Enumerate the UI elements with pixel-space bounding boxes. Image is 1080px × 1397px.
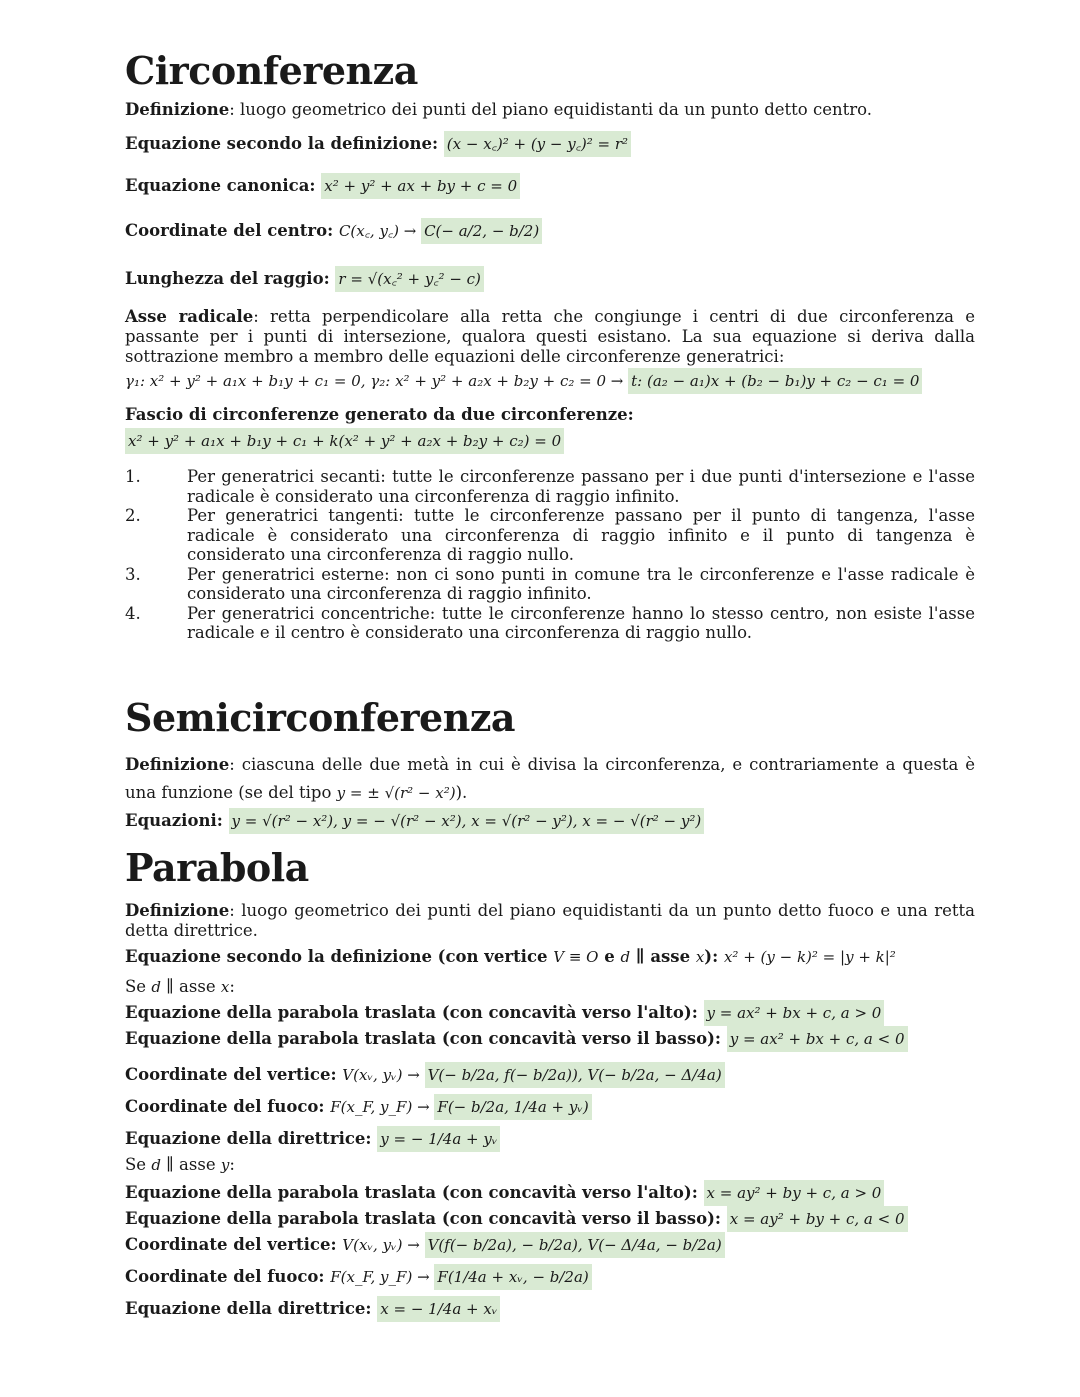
dir-formula: y = − 1/4a + yᵥ bbox=[377, 1126, 500, 1152]
vert-lhs: V(xᵥ, yᵥ) → bbox=[342, 1065, 425, 1084]
def-label: Definizione bbox=[125, 900, 230, 920]
cond-var: x bbox=[220, 977, 230, 996]
para-x-up bbox=[125, 1003, 975, 1023]
list-text: Per generatrici esterne: non ci sono punti in comune tra le circonferenze e l'asse radicale è considerato una circonferenza di raggio infinito. bbox=[187, 564, 975, 603]
para-definition bbox=[125, 901, 975, 941]
para-x-down bbox=[125, 1029, 975, 1049]
para-y-up bbox=[125, 1183, 975, 1203]
fuoco-lhs: F(x_F, y_F) → bbox=[330, 1267, 435, 1286]
circ-radical-axis-eq bbox=[125, 371, 975, 391]
cond-colon: : bbox=[229, 1154, 235, 1174]
section-circonferenza bbox=[125, 48, 975, 643]
title-parabola: Parabola bbox=[125, 844, 309, 890]
circ-definition bbox=[125, 100, 975, 120]
dir-label: Equazione della direttrice: bbox=[125, 1298, 378, 1318]
vert-label: Coordinate del vertice: bbox=[125, 1234, 343, 1254]
para-y-directrix bbox=[125, 1299, 975, 1319]
def-label: Definizione bbox=[125, 100, 230, 119]
up-formula: x = ay² + by + c, a > 0 bbox=[704, 1180, 885, 1206]
circ-eq-definition bbox=[125, 134, 975, 154]
list-text: Per generatrici secanti: tutte le circonferenze passano per i due punti d'intersezione e l'asse radicale è considerato una circonferenza di raggio infinito. bbox=[187, 467, 975, 506]
semi-equations bbox=[125, 811, 975, 831]
eqdef-asse: ∥ asse bbox=[630, 946, 696, 966]
fuoco-label: Coordinate del fuoco: bbox=[125, 1096, 331, 1116]
asse-lhs: γ₁: x² + y² + a₁x + b₁y + c₁ = 0, γ₂: x² + y² + a₂x + b₂y + c₂ = 0 → bbox=[125, 372, 629, 390]
cond-math: d bbox=[151, 977, 161, 996]
list-number: 4. bbox=[125, 603, 141, 623]
circ-pencil bbox=[125, 405, 975, 425]
fuoco-lhs: F(x_F, y_F) → bbox=[330, 1097, 435, 1116]
list-item bbox=[125, 467, 975, 506]
semi-definition bbox=[125, 751, 975, 807]
down-formula: y = ax² + bx + c, a < 0 bbox=[727, 1026, 908, 1052]
document-page bbox=[125, 48, 975, 1319]
list-item bbox=[125, 565, 975, 604]
para-x-vertex bbox=[125, 1065, 975, 1085]
down-formula: x = ay² + by + c, a < 0 bbox=[727, 1206, 908, 1232]
def-text: : luogo geometrico dei punti del piano equidistanti da un punto detto centro. bbox=[229, 100, 872, 119]
list-item bbox=[125, 604, 975, 643]
eqdef-formula: x² + (y − k)² = |y + k|² bbox=[723, 947, 896, 966]
eq-label: Equazioni: bbox=[125, 810, 229, 830]
list-item bbox=[125, 506, 975, 565]
fuoco-formula: F(− b/2a, 1/4a + yᵥ) bbox=[434, 1094, 591, 1120]
eqdef-e: e bbox=[598, 946, 621, 966]
def-label: Definizione bbox=[125, 754, 230, 774]
eq-formula: y = √(r² − x²), y = − √(r² − x²), x = √(r² − y²), x = − √(r² − y²) bbox=[229, 808, 705, 834]
raggio-label: Lunghezza del raggio: bbox=[125, 269, 336, 288]
section-semicirconferenza bbox=[125, 695, 975, 831]
eqdef-label: Equazione secondo la definizione (con vertice bbox=[125, 946, 554, 966]
eqdef-v: V ≡ O bbox=[553, 947, 599, 966]
eqdef-label: Equazione secondo la definizione: bbox=[125, 134, 444, 153]
para-y-vertex bbox=[125, 1235, 975, 1255]
eqdef-d: d bbox=[620, 947, 631, 966]
list-number: 1. bbox=[125, 467, 141, 486]
eqdef-formula: (x − x꜀)² + (y − y꜀)² = r² bbox=[444, 131, 631, 157]
cond-math: d bbox=[151, 1155, 161, 1174]
cond-pre: Se bbox=[125, 976, 152, 996]
para-x-condition bbox=[125, 977, 975, 997]
circ-cases-list bbox=[125, 467, 975, 643]
def-end: ). bbox=[455, 782, 468, 802]
para-x-focus bbox=[125, 1097, 975, 1117]
dir-label: Equazione della direttrice: bbox=[125, 1128, 378, 1148]
eqdef-end: ): bbox=[704, 946, 724, 966]
fascio-label: Fascio di circonferenze generato da due circonferenze: bbox=[125, 405, 634, 424]
def-text: : ciascuna delle due metà in cui è divisa la circonferenza, e contrariamente a questa è una funzione (se del tipo bbox=[125, 754, 975, 802]
eqcan-label: Equazione canonica: bbox=[125, 176, 322, 195]
eqdef-x: x bbox=[695, 947, 705, 966]
centro-lhs: C(x꜀, y꜀) → bbox=[338, 222, 422, 240]
down-label: Equazione della parabola traslata (con concavità verso il basso): bbox=[125, 1208, 727, 1228]
section-parabola bbox=[125, 845, 975, 1319]
title-circonferenza: Circonferenza bbox=[125, 48, 418, 93]
circ-radius bbox=[125, 269, 975, 289]
asse-formula: t: (a₂ − a₁)x + (b₂ − b₁)y + c₂ − c₁ = 0 bbox=[628, 368, 922, 394]
para-eq-definition bbox=[125, 947, 975, 967]
para-y-focus bbox=[125, 1267, 975, 1287]
fascio-formula: x² + y² + a₁x + b₁y + c₁ + k(x² + y² + a₂x + b₂y + c₂) = 0 bbox=[125, 428, 564, 454]
para-y-condition bbox=[125, 1155, 975, 1175]
vert-label: Coordinate del vertice: bbox=[125, 1064, 343, 1084]
up-label: Equazione della parabola traslata (con concavità verso l'alto): bbox=[125, 1182, 704, 1202]
list-text: Per generatrici concentriche: tutte le circonferenze hanno lo stesso centro, non esiste l'asse radicale e il centro è considerato una circonferenza di raggio nullo. bbox=[187, 603, 975, 642]
list-number: 3. bbox=[125, 564, 141, 584]
def-formula: y = ± √(r² − x²) bbox=[336, 783, 456, 802]
raggio-formula: r = √(x꜀² + y꜀² − c) bbox=[335, 266, 484, 292]
cond-colon: : bbox=[229, 976, 235, 996]
up-formula: y = ax² + bx + c, a > 0 bbox=[704, 1000, 885, 1026]
list-number: 2. bbox=[125, 506, 141, 525]
cond-var: y bbox=[220, 1155, 230, 1174]
cond-post: ∥ asse bbox=[160, 976, 221, 996]
circ-radical-axis bbox=[125, 307, 975, 367]
fuoco-formula: F(1/4a + xᵥ, − b/2a) bbox=[434, 1264, 591, 1290]
def-text: : luogo geometrico dei punti del piano equidistanti da un punto detto fuoco e una retta detta direttrice. bbox=[125, 900, 975, 940]
circ-center bbox=[125, 221, 975, 241]
list-text: Per generatrici tangenti: tutte le circonferenze passano per il punto di tangenza, l'asse radicale è considerato una circonferenza di raggio infinito e il punto di tangenza è considerato una circonferenza di raggio nullo. bbox=[187, 506, 975, 564]
centro-formula: C(− a/2, − b/2) bbox=[421, 218, 542, 244]
centro-label: Coordinate del centro: bbox=[125, 221, 339, 240]
eqcan-formula: x² + y² + ax + by + c = 0 bbox=[321, 173, 520, 199]
cond-post: ∥ asse bbox=[160, 1154, 221, 1174]
circ-eq-canonical bbox=[125, 176, 975, 196]
vert-formula: V(f(− b/2a), − b/2a), V(− Δ/4a, − b/2a) bbox=[425, 1232, 725, 1258]
circ-pencil-eq bbox=[125, 431, 975, 451]
dir-formula: x = − 1/4a + xᵥ bbox=[377, 1296, 500, 1322]
vert-lhs: V(xᵥ, yᵥ) → bbox=[342, 1235, 425, 1254]
para-y-down bbox=[125, 1209, 975, 1229]
down-label: Equazione della parabola traslata (con concavità verso il basso): bbox=[125, 1028, 727, 1048]
title-semicirconferenza: Semicirconferenza bbox=[125, 694, 516, 740]
para-x-directrix bbox=[125, 1129, 975, 1149]
asse-text: : retta perpendicolare alla retta che congiunge i centri di due circonferenza e passante per i punti di intersezione, qualora questi esistano. La sua equazione si deriva dalla sottrazione membro a membro delle equazioni delle circonferenze generatrici: bbox=[125, 307, 975, 366]
up-label: Equazione della parabola traslata (con concavità verso l'alto): bbox=[125, 1002, 704, 1022]
cond-pre: Se bbox=[125, 1154, 152, 1174]
fuoco-label: Coordinate del fuoco: bbox=[125, 1266, 331, 1286]
asse-label: Asse radicale bbox=[125, 307, 254, 326]
vert-formula: V(− b/2a, f(− b/2a)), V(− b/2a, − Δ/4a) bbox=[425, 1062, 725, 1088]
